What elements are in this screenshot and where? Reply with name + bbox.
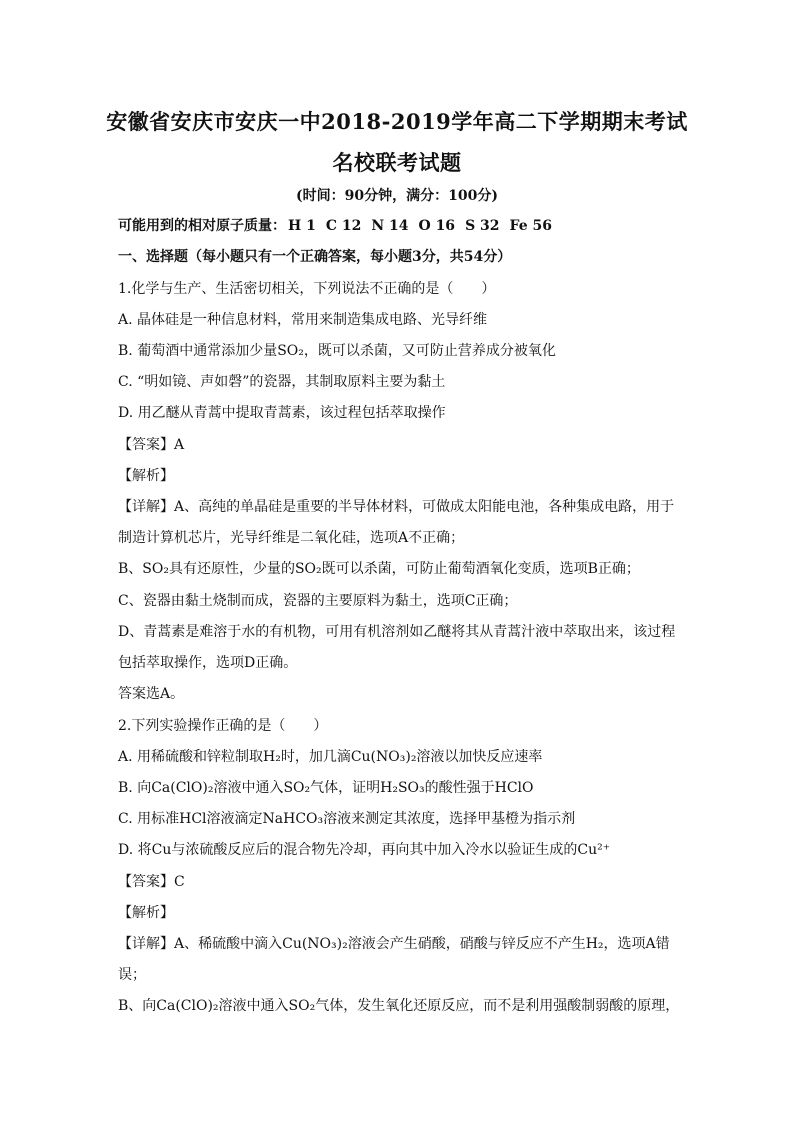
atomic-mass-item: N 14 bbox=[371, 218, 409, 234]
question-1-detail-line: 【详解】A、高纯的单晶硅是重要的半导体材料，可做成太阳能电池，各种集成电路，用于 bbox=[118, 499, 675, 515]
question-2-option-b: B. 向Ca(ClO)₂溶液中通入SO₂气体，证明H₂SO₃的酸性强于HClO bbox=[118, 780, 534, 796]
question-2-detail-line: B、向Ca(ClO)₂溶液中通入SO₂气体，发生氧化还原反应，而不是利用强酸制弱酸的原理， bbox=[118, 998, 680, 1014]
atomic-mass-item: H 1 bbox=[288, 218, 316, 234]
question-1-answer: 【答案】A bbox=[118, 437, 185, 453]
question-2-detail-line: 【详解】A、稀硫酸中滴入Cu(NO₃)₂溶液会产生硝酸，硝酸与锌反应不产生H₂，选项A错 bbox=[118, 936, 670, 952]
document-title-line1: 安徽省安庆市安庆一中2018-2019学年高二下学期期末考试 bbox=[106, 109, 688, 134]
document-title-line2: 名校联考试题 bbox=[332, 150, 462, 175]
question-2-analysis-label: 【解析】 bbox=[118, 905, 174, 921]
question-2-option-d: D. 将Cu与浓硫酸反应后的混合物先冷却，再向其中加入冷水以验证生成的Cu²⁺ bbox=[118, 842, 611, 858]
exam-info: (时间：90分钟，满分：100分) bbox=[296, 188, 498, 204]
question-1-detail-line: 制造计算机芯片，光导纤维是二氧化硅，选项A不正确； bbox=[118, 530, 465, 546]
atomic-masses-line bbox=[118, 216, 683, 236]
question-1-option-c: C. “明如镜、声如磬”的瓷器，其制取原料主要为黏土 bbox=[118, 374, 446, 390]
question-1-conclusion: 答案选A。 bbox=[118, 686, 185, 702]
question-1-detail-line: C、瓷器由黏土烧制而成，瓷器的主要原料为黏土，选项C正确； bbox=[118, 593, 518, 609]
question-2-option-c: C. 用标准HCl溶液滴定NaHCO₃溶液来测定其浓度，选择甲基橙为指示剂 bbox=[118, 811, 576, 827]
atomic-mass-item: Fe 56 bbox=[509, 218, 552, 234]
question-1-option-b: B. 葡萄酒中通常添加少量SO₂，既可以杀菌，又可防止营养成分被氧化 bbox=[118, 343, 556, 359]
question-1-option-d: D. 用乙醚从青蒿中提取青蒿素，该过程包括萃取操作 bbox=[118, 405, 446, 421]
section-heading: 一、选择题（每小题只有一个正确答案，每小题3分，共54分） bbox=[118, 249, 512, 265]
question-1-detail-line: B、SO₂具有还原性，少量的SO₂既可以杀菌，可防止葡萄酒氧化变质，选项B正确； bbox=[118, 561, 640, 577]
question-1-detail-line: D、青蒿素是难溶于水的有机物，可用有机溶剂如乙醚将其从青蒿汁液中萃取出来，该过程 bbox=[118, 624, 676, 640]
question-1-analysis-label: 【解析】 bbox=[118, 468, 174, 484]
question-1-detail-line: 包括萃取操作，选项D正确。 bbox=[118, 655, 298, 671]
atomic-mass-item: S 32 bbox=[465, 218, 500, 234]
question-1-stem: 1.化学与生产、生活密切相关，下列说法不正确的是（ ） bbox=[118, 281, 496, 297]
question-2-stem: 2.下列实验操作正确的是（ ） bbox=[118, 718, 328, 734]
question-2-option-a: A. 用稀硫酸和锌粒制取H₂时，加几滴Cu(NO₃)₂溶液以加快反应速率 bbox=[118, 749, 543, 765]
question-2-detail-line: 误； bbox=[118, 967, 146, 983]
question-1-option-a: A. 晶体硅是一种信息材料，常用来制造集成电路、光导纤维 bbox=[118, 312, 488, 328]
question-2-answer: 【答案】C bbox=[118, 874, 185, 890]
atomic-mass-item: O 16 bbox=[418, 218, 456, 234]
atomic-masses-label: 可能用到的相对原子质量： bbox=[118, 218, 286, 234]
atomic-mass-item: C 12 bbox=[325, 218, 362, 234]
